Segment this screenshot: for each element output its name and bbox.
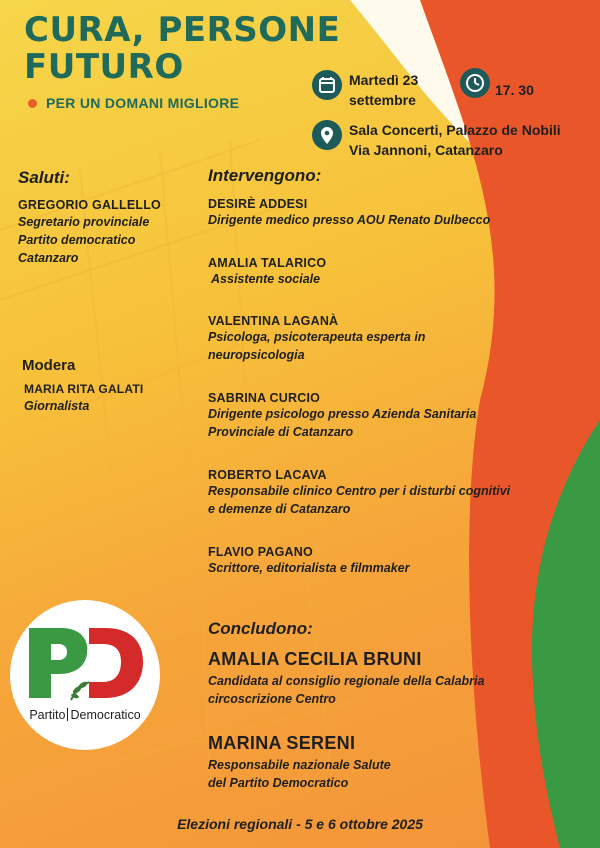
footer-elections: Elezioni regionali - 5 e 6 ottobre 2025 — [177, 816, 423, 832]
speaker-role: Dirigente medico presso AOU Renato Dulbecco — [208, 213, 491, 227]
speaker-block — [208, 256, 326, 288]
speaker-name: ROBERTO LACAVA — [208, 468, 327, 482]
saluti-role-line: Catanzaro — [18, 251, 79, 265]
subtitle-text: PER UN DOMANI MIGLIORE — [46, 95, 240, 111]
speaker-block — [208, 468, 510, 518]
modera-role: Giornalista — [24, 399, 90, 413]
title-line-1: CURA, PERSONE — [24, 10, 341, 50]
speaker-role: Assistente sociale — [208, 272, 321, 286]
speaker-name: VALENTINA LAGANÀ — [208, 314, 339, 328]
speaker-block — [208, 197, 490, 229]
concludono-heading: Concludono: — [208, 619, 313, 638]
saluti-role-line: Partito democratico — [18, 233, 136, 247]
concluding-speaker-role: del Partito Democratico — [208, 776, 349, 790]
speaker-role: Scrittore, editorialista e filmmaker — [208, 561, 410, 575]
poster-title — [24, 12, 340, 86]
saluti-heading: Saluti: — [18, 168, 70, 187]
logo-word-1: Partito — [29, 708, 66, 722]
concluding-speaker-name: AMALIA CECILIA BRUNI — [208, 649, 422, 669]
speaker-name: AMALIA TALARICO — [208, 256, 327, 270]
event-date — [349, 70, 418, 110]
title-line-2: FUTURO — [24, 47, 184, 87]
concluding-speaker-role: Responsabile nazionale Salute — [208, 758, 391, 772]
event-time: 17. 30 — [495, 82, 534, 98]
speaker-block — [208, 314, 425, 364]
speaker-role: Dirigente psicologo presso Azienda Sanitaria — [208, 407, 477, 421]
concluding-speaker-role: circoscrizione Centro — [208, 692, 336, 706]
logo-word-2: Democratico — [70, 708, 141, 722]
location-line-2: Via Jannoni, Catanzaro — [349, 142, 503, 158]
speaker-name: FLAVIO PAGANO — [208, 545, 313, 559]
location-pin-icon — [312, 120, 342, 150]
modera-heading: Modera — [22, 357, 76, 374]
logo-divider — [67, 708, 68, 721]
clock-icon — [460, 68, 490, 98]
location-line-1: Sala Concerti, Palazzo de Nobili — [349, 122, 561, 138]
pd-logo-icon — [25, 622, 145, 704]
date-line-1: Martedì 23 — [349, 72, 419, 88]
modera-name: MARIA RITA GALATI — [24, 382, 144, 396]
speaker-block — [208, 391, 476, 441]
speaker-role: Provinciale di Catanzaro — [208, 425, 354, 439]
saluti-role-line: Segretario provinciale — [18, 215, 150, 229]
speaker-name: SABRINA CURCIO — [208, 391, 321, 405]
speaker-role: neuropsicologia — [208, 348, 305, 362]
date-line-2: settembre — [349, 92, 416, 108]
concluding-speaker-block — [208, 649, 484, 708]
bullet-dot-icon — [28, 99, 37, 108]
concluding-speaker-role: Candidata al consiglio regionale della Calabria — [208, 674, 485, 688]
speaker-name: DESIRÈ ADDESI — [208, 197, 308, 211]
logo-wordmark — [10, 708, 160, 722]
speaker-role: Psicologa, psicoterapeuta esperta in — [208, 330, 426, 344]
party-logo — [10, 600, 160, 750]
speaker-role: Responsabile clinico Centro per i disturbi cognitivi — [208, 484, 511, 498]
concluding-speaker-block — [208, 733, 391, 792]
saluti-name: GREGORIO GALLELLO — [18, 198, 161, 212]
saluti-role — [18, 213, 149, 267]
intervengono-heading: Intervengono: — [208, 166, 322, 185]
event-location — [349, 120, 561, 160]
speaker-role: e demenze di Catanzaro — [208, 502, 351, 516]
calendar-icon — [312, 70, 342, 100]
speaker-block — [208, 545, 409, 577]
concluding-speaker-name: MARINA SERENI — [208, 733, 356, 753]
subtitle — [28, 95, 239, 111]
